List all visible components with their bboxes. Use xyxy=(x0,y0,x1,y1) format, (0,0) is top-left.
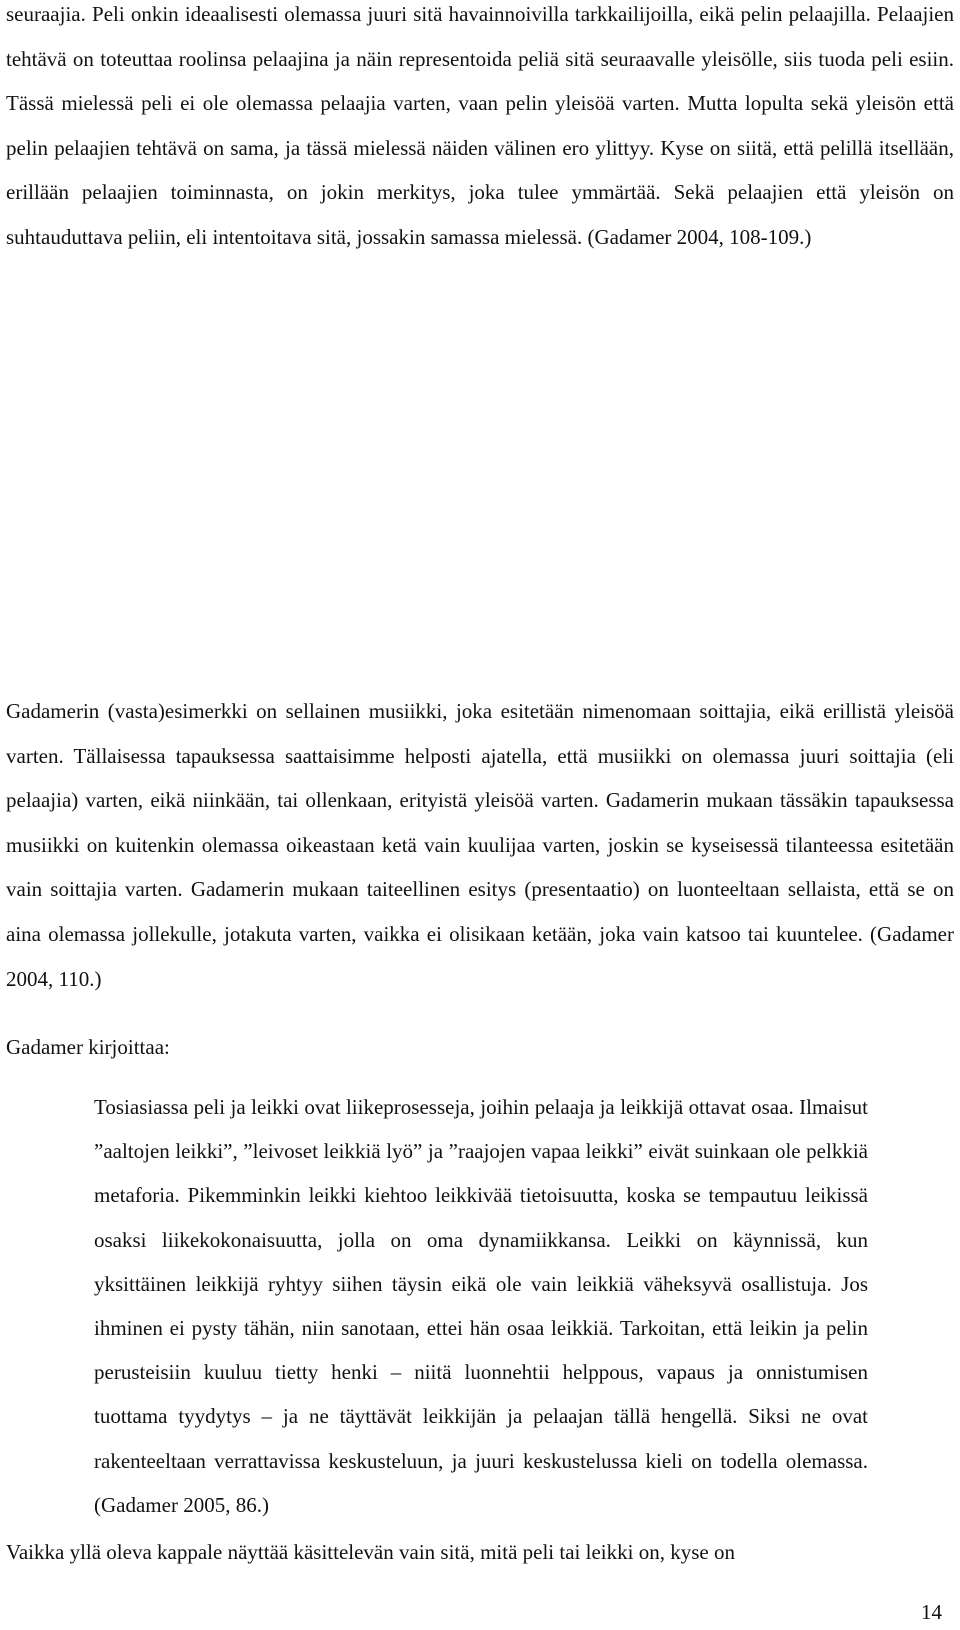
body-paragraph: Gadamerin (vasta)esimerkki on sellainen musiikki, joka esitetään nimenomaan soittajia, eikä erillistä yleisöä varten. Tällaisessa tapauksessa saattaisimme helposti ajatella, että musiikki on olemassa juuri soittajia (eli pelaajia) varten, eikä niinkään, tai ollenkaan, erityistä yleisöä varten. Gadamerin mukaan tässäkin tapauksessa musiikki on kuitenkin olemassa oikeastaan ketä vain kuulijaa varten, joskin se kyseisessä tilanteessa esitetään vain soittajia varten. Gadamerin mukaan taiteellinen esitys (presentaatio) on luonteeltaan sellaista, että se on aina olemassa jollekulle, jotakuta varten, vaikka ei olisikaan ketään, joka vain katsoo tai kuuntelee. (Gadamer 2004, 110.) xyxy=(6,699,954,991)
block-quote: Tosiasiassa peli ja leikki ovat liikeprosesseja, joihin pelaaja ja leikkijä ottavat osaa. Ilmaisut ”aaltojen leikki”, ”leivoset leikkiä lyö” ja ”raajojen vapaa leikki” eivät suinkaan ole pelkkiä metaforia. Pikemminkin leikki kiehtoo leikkivää tietoisuutta, koska se tempautuu leikissä osaksi liikekokonaisuutta, jolla on oma dynamiikkansa. Leikki on käynnissä, kun yksittäinen leikkijä ryhtyy siihen täysin eikä ole vain leikkiä väheksyvä osallistuja. Jos ihminen ei pysty tähän, niin sanotaan, ettei hän osaa leikkiä. Tarkoitan, että leikin ja pelin perusteisiin kuuluu tietty henki – niitä luonnehtii helppous, vapaus ja onnistumisen tuottama tyydytys – ja ne täyttävät leikkijän ja pelaajan tällä hengellä. Siksi ne ovat rakenteeltaan verrattavissa keskusteluun, ja juuri keskustelussa kieli on todella olemassa. (Gadamer 2005, 86.) xyxy=(94,1095,868,1517)
body-paragraph: Vaikka yllä oleva kappale näyttää käsittelevän vain sitä, mitä peli tai leikki on, kyse on xyxy=(6,1540,735,1564)
page-number: 14 xyxy=(921,1600,942,1624)
quote-intro: Gadamer kirjoittaa: xyxy=(6,1035,170,1059)
body-paragraph: seuraajia. Peli onkin ideaalisesti olemassa juuri sitä havainnoivilla tarkkailijoilla, eikä pelin pelaajilla. Pelaajien tehtävä on toteuttaa roolinsa pelaajina ja näin representoida peliä sitä seuraavalle yleisölle, siis tuoda peli esiin. Tässä mielessä peli ei ole olemassa pelaajia varten, vaan pelin yleisöä varten. Mutta lopulta sekä yleisön että pelin pelaajien tehtävä on sama, ja tässä mielessä näiden välinen ero ylittyy. Kyse on siitä, että pelillä itsellään, erillään pelaajien toiminnasta, on jokin merkitys, joka tulee ymmärtää. Sekä pelaajien että yleisön on suhtauduttava peliin, eli intentoitava sitä, jossakin samassa mielessä. (Gadamer 2004, 108-109.) xyxy=(6,2,954,249)
